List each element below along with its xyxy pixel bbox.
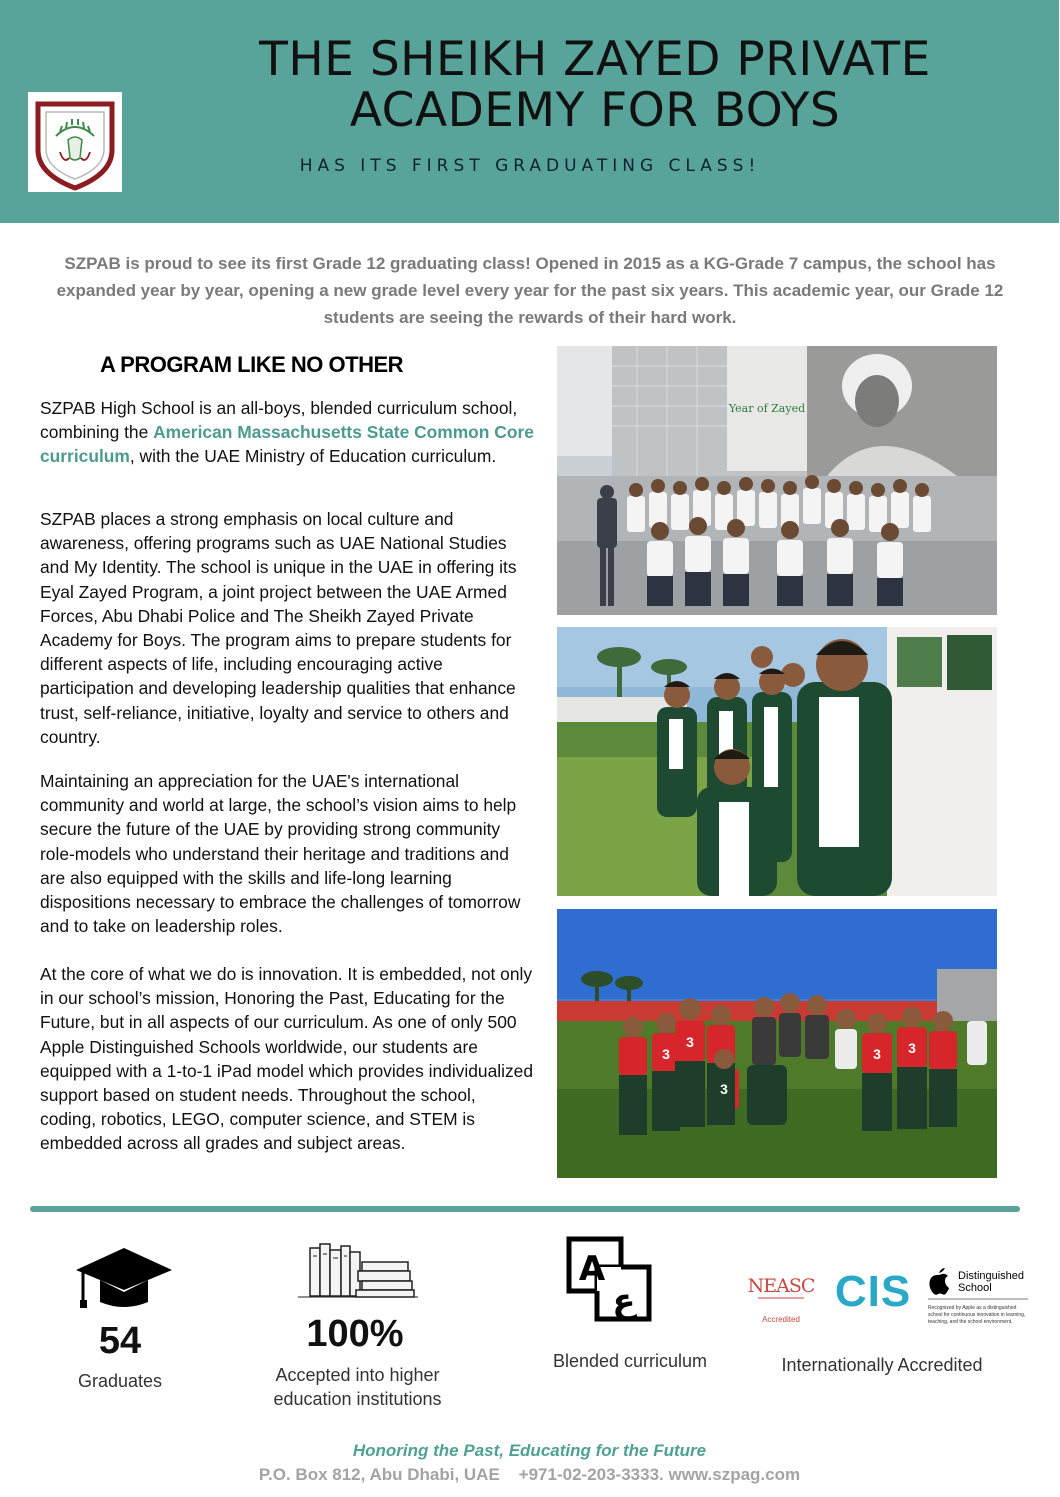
svg-text:3: 3 <box>873 1046 881 1062</box>
svg-text:Recognized by Apple as a disti: Recognized by Apple as a distinguished <box>928 1305 1017 1311</box>
sports-team-photo <box>557 909 997 1178</box>
program-paragraph-2: SZPAB places a strong emphasis on local culture and awareness, offering programs such as UAE National Studies and My Identity. The school is unique in the UAE in offering its Eyal Zayed Program, a joint project between the UAE Armed Forces, Abu Dhabi Police and The Sheikh Zayed Private Academy for Boys. The program aims to prepare students for different aspects of life, including encouraging active participation and developing leadership qualities that enhance trust, self-reliance, initiative, loyalty and service to others and country. <box>40 509 517 747</box>
students-group-photo <box>557 627 997 896</box>
svg-text:NEASC: NEASC <box>747 1275 815 1297</box>
program-paragraph-1: SZPAB High School is an all-boys, blended curriculum school, combining the American Massachusetts State Common Core curriculum, with the UAE Ministry of Education curriculum. <box>40 398 534 467</box>
accreditation-label: Internationally Accredited <box>781 1355 983 1375</box>
svg-text:school for continuous innovati: school for continuous innovation in learning, <box>928 1312 1026 1318</box>
program-paragraph-3: Maintaining an appreciation for the UAE's international community and world at large, the school’s vision aims to help secure the future of the UAE by providing strong community role-models who understand their heritage and traditions and are also equipped with the skills and life-long learning dispositions necessary to embrace the challenges of tomorrow and to take on leadership roles. <box>40 771 521 937</box>
program-paragraph-4: At the core of what we do is innovation. It is embedded, not only in our school’s mission, Honoring the Past, Educating for the Future, but in all aspects of our curriculum. As one of only 500 Apple Distinguished Schools worldwide, our students are equipped with a 1-to-1 iPad model which provides individualized support based on student needs. Throughout the school, coding, robotics, LEGO, computer science, and STEM is embedded across all grades and subject areas. <box>40 964 534 1154</box>
curriculum-highlight: American Massachusetts State Common Core curriculum <box>40 422 534 467</box>
svg-text:3: 3 <box>720 1081 728 1097</box>
blended-curriculum-label: Blended curriculum <box>552 1351 708 1371</box>
books-icon <box>296 1240 420 1300</box>
school-motto: Honoring the Past, Educating for the Future <box>352 1441 707 1460</box>
page-title: THE SHEIKH ZAYED PRIVATE ACADEMY FOR BOYS <box>259 32 931 138</box>
page-subtitle: HAS ITS FIRST GRADUATING CLASS! <box>299 156 761 176</box>
svg-text:3: 3 <box>686 1034 694 1050</box>
section-heading: A PROGRAM LIKE NO OTHER <box>100 352 404 377</box>
svg-text:3: 3 <box>662 1046 670 1062</box>
svg-text:ع: ع <box>612 1281 636 1321</box>
intro-paragraph: SZPAB is proud to see its first Grade 12 graduating class! Opened in 2015 as a KG-Grade 7 campus, the school has expanded year by year, opening a new grade level every year for the past six years. This academic year, our Grade 12 students are seeing the rewards of their hard work. <box>56 254 1004 327</box>
apple-icon <box>929 1268 949 1295</box>
graduates-label: Graduates <box>77 1371 163 1391</box>
svg-text:A: A <box>578 1249 606 1289</box>
graduates-count: 54 <box>98 1320 142 1362</box>
language-translate-icon <box>566 1236 654 1322</box>
section-divider <box>30 1206 1020 1212</box>
accepted-percentage: 100% <box>306 1313 404 1355</box>
svg-text:Accredited: Accredited <box>762 1315 800 1324</box>
svg-text:3: 3 <box>908 1040 916 1056</box>
neasc-logo <box>747 1270 815 1326</box>
svg-text:CIS: CIS <box>834 1267 912 1316</box>
header-banner <box>0 0 1059 223</box>
group-photo-building <box>557 346 997 615</box>
svg-text:teaching, and the school envir: teaching, and the school environment. <box>928 1319 1013 1325</box>
graduation-cap-icon <box>74 1246 174 1310</box>
accepted-label: Accepted into higher education institutions <box>273 1365 442 1409</box>
year-of-zayed-sign: Year of Zayed <box>728 402 806 415</box>
school-crest-icon <box>28 92 122 192</box>
contact-info: P.O. Box 812, Abu Dhabi, UAE +971-02-203-3333. www.szpag.com <box>258 1465 801 1484</box>
svg-text:Distinguished: Distinguished <box>958 1270 1025 1282</box>
cis-logo <box>832 1268 914 1314</box>
svg-text:School: School <box>958 1282 992 1294</box>
apple-distinguished-school-logo <box>928 1263 1028 1327</box>
